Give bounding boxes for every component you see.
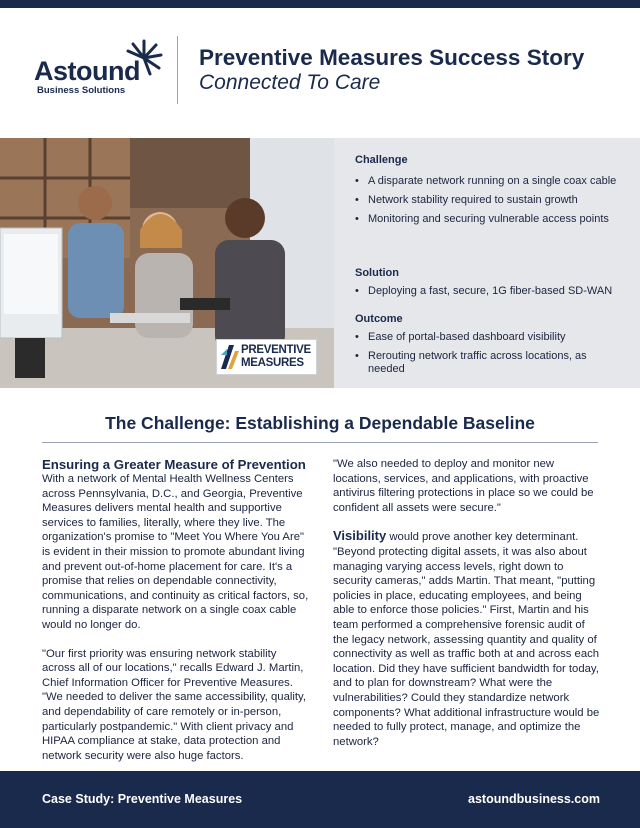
left-paragraph-1: With a network of Mental Health Wellness Centers across Pennsylvania, D.C., and Georgia, Preventive Measures delivers mental health and supportive services to families, literally, where they live. The organization's promise to "Meet You Where You Are" is evident in their mission to promote abundant living and prevent out-of-home placement for care. It's a promise that relies on dependable connectivity, communications, and continuity as critical factors, so, running a disparate network on a single coax cable would no longer do. [42, 473, 309, 631]
list-item: • Deploying a fast, secure, 1G fiber-based SD-WAN [355, 285, 625, 298]
challenge-heading: Challenge [355, 154, 408, 166]
right-column [333, 457, 601, 763]
preventive-measures-badge [216, 339, 317, 375]
visibility-lead: Visibility [333, 528, 387, 544]
footer [0, 771, 640, 828]
solution-heading: Solution [355, 267, 399, 279]
section-title: The Challenge: Establishing a Dependable Baseline [105, 413, 535, 433]
challenge-list [355, 175, 625, 232]
list-item: • Ease of portal-based dashboard visibility [355, 331, 625, 344]
badge-line-1: PREVENTIVE [241, 344, 311, 356]
page-title: Preventive Measures Success Story [199, 45, 585, 70]
astound-logo[interactable] [34, 38, 164, 98]
preventive-measures-logo-icon [221, 345, 239, 369]
outcome-heading: Outcome [355, 313, 403, 325]
right-paragraph-1: "We also needed to deploy and monitor new locations, services, and applications, with proactive antivirus filtering protections in place so we could be confident all assets were secure." [333, 458, 594, 514]
list-item: • Rerouting network traffic across locations, as needed [355, 350, 625, 376]
left-column [42, 457, 310, 777]
footer-website-link[interactable]: astoundbusiness.com [468, 792, 600, 806]
top-accent-bar [0, 0, 640, 8]
left-heading: Ensuring a Greater Measure of Prevention [42, 457, 306, 472]
badge-text [241, 344, 311, 370]
logo-name: Astound [34, 56, 140, 86]
right-paragraph-2-text: would prove another key determinant. "Beyond protecting digital assets, it was also about managing varying access levels, right down to security cameras," adds Martin. That meant, "putting policies in place, educating employees, and being able to enforce those policies." First, Martin and his team performed a comprehensive forensic audit of the legacy network, assessing quantity and quality of connectivity as well as traffic both at and across each location. Did they have sufficient bandwidth for today, and to plan for downstream? What were the vulnerabilities? Could they standardize network components? What additional infrastructure would be needed to fully protect, manage, and optimize the network? [333, 531, 600, 748]
logo-tagline: Business Solutions [37, 85, 126, 96]
badge-line-2: MEASURES [241, 357, 304, 369]
list-item: • Monitoring and securing vulnerable access points [355, 213, 625, 226]
solution-list [355, 285, 625, 304]
page-subtitle: Connected To Care [199, 71, 381, 94]
footer-case-study-label: Case Study: Preventive Measures [42, 792, 243, 806]
summary-panel [334, 138, 640, 388]
left-paragraph-2: "Our first priority was ensuring network stability across all of our locations," recalls Edward J. Martin, Chief Information Officer for Preventive Measures. "We needed to deliver the same accessibility, quality, and dependability of care remotely or in-person, particularly postpandemic." With client privacy and HIPAA compliance at stake, data protection and network security were also huge factors. [42, 647, 306, 762]
list-item: • A disparate network running on a single coax cable [355, 175, 625, 188]
right-paragraph-2 [333, 529, 601, 749]
section-divider [42, 442, 598, 443]
outcome-list [355, 331, 625, 382]
list-item: • Network stability required to sustain growth [355, 194, 625, 207]
header-divider [177, 36, 178, 104]
